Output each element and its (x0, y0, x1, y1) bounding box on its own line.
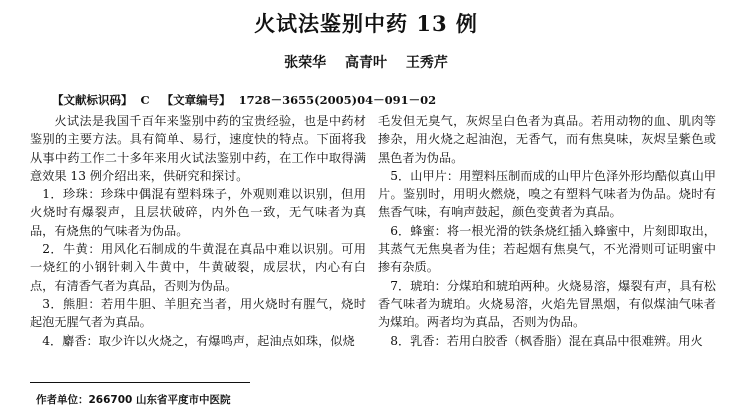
article-authors: 张荣华 高青叶 王秀芹 (284, 55, 448, 71)
entry-amber: 7．琥珀：分煤珀和琥珀两种。火烧易溶，爆裂有声，具有松香气味者为琥珀。火烧易溶，火焰先冒黑烟，有似煤油气味者为煤珀。两者均为真品，否则为伪品。 (378, 278, 716, 330)
article-meta (52, 92, 692, 108)
article-title: 火试法鉴别中药 13 例 (254, 11, 478, 36)
entry-frankincense: 8．乳香：若用白胶香（枫香脂）混在真品中很难辨。用火 (390, 333, 703, 348)
entry-musk-continued: 毛发但无臭气，灰烬呈白色者为真品。若用动物的血、肌肉等掺杂，用火烧之起油泡，无香气，而有焦臭味，灰烬呈紫色或黑色者为伪品。 (378, 114, 716, 165)
doc-code-label: 【文献标识码】 (52, 93, 133, 107)
footnote-divider (30, 382, 250, 383)
entry-bezoar: 2．牛黄：用风化石制成的牛黄混在真品中难以识别。可用一烧红的小钢针刺入牛黄中，牛黄破裂，成层状，内心有白点，有清香气者为真品，否则为伪品。 (30, 242, 366, 293)
entry-pangolin-scale: 5．山甲片：用塑料压制而成的山甲片色泽外形均酷似真山甲片。鉴别时，用明火燃烧，嗅之有塑料气味者为伪品。烧时有焦香气味，有响声鼓起，颜色变黄者为真品。 (378, 168, 716, 220)
entry-musk: 4．麝香：取少许以火烧之，有爆鸣声，起油点如珠，似烧 (42, 333, 355, 348)
article-number-label: 【文章编号】 (161, 93, 231, 107)
left-column (30, 112, 366, 350)
article-number-value: 1728－3655(2005)04－091－02 (238, 93, 437, 107)
entry-bear-bile: 3．熊胆：若用牛胆、羊胆充当者，用火烧时有腥气，烧时起泡无腥气者为真品。 (30, 296, 366, 330)
intro-paragraph: 火试法是我国千百年来鉴别中药的宝贵经验，也是中药材鉴别的主要方法。具有简单、易行，速度快的特点。下面将我从事中药工作二十多年来用火试法鉴别中药，在工作中取得满意效果 13 例介绍出来，供研究和探讨。 (30, 114, 366, 183)
entry-honey: 6．蜂蜜：将一根光滑的铁条烧红插入蜂蜜中，片刻即取出，其蒸气无焦臭者为佳；若起烟有焦臭气，不光滑则可证明蜜中掺有杂质。 (378, 223, 716, 275)
doc-code-value: C (140, 93, 150, 107)
right-column (378, 112, 716, 350)
entry-pearl: 1．珍珠：珍珠中偶混有塑料珠子，外观则难以识别，但用火烧时有爆裂声，且层状破碎，内外色一致，无气味者为真品，有烧焦的气味者为伪品。 (30, 187, 366, 238)
author-affiliation: 作者单位：266700 山东省平度市中医院 (36, 394, 231, 406)
